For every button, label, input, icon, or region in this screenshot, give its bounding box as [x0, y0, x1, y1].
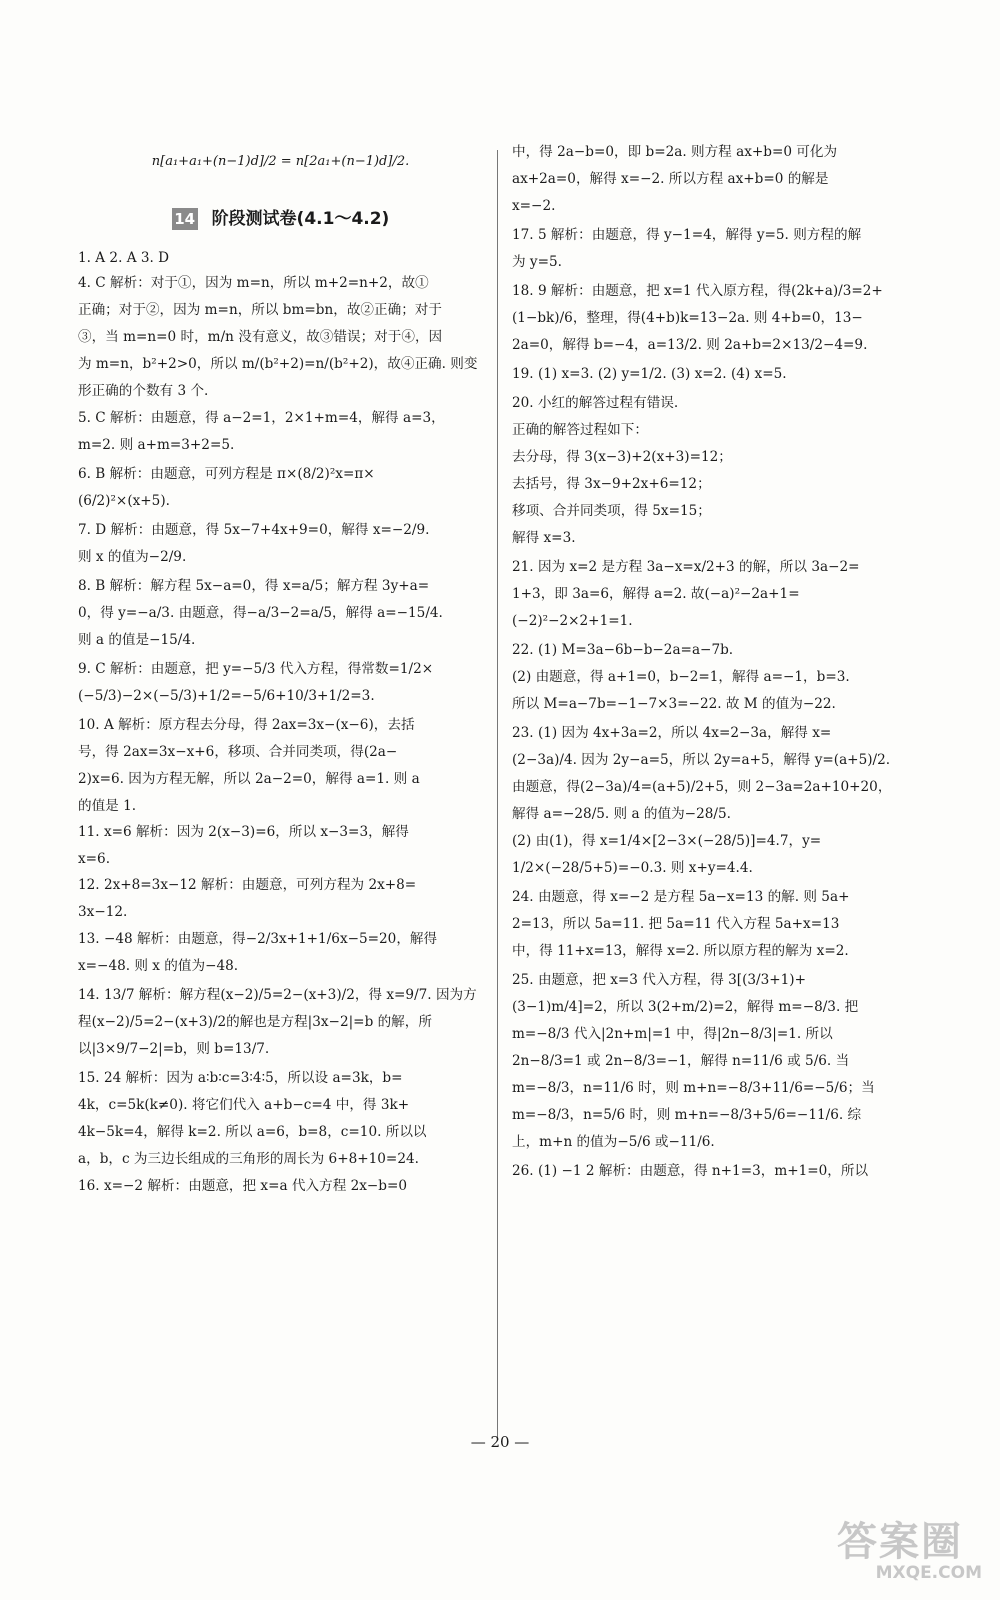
answer-block — [78, 408, 483, 455]
answer-block — [78, 822, 483, 869]
answer-block — [78, 576, 483, 650]
answer-block — [78, 248, 483, 268]
answer-block — [78, 875, 483, 922]
answer-line: 由题意，得(2−3a)/4=(a+5)/2+5，则 2−3a=2a+10+20， — [512, 779, 892, 795]
answer-line: 以|3×9/7−2|=b，则 b=13/7. — [78, 1041, 270, 1057]
answer-line: 移项、合并同类项，得 5x=15； — [512, 503, 711, 519]
answer-line: 为 m=n，b²+2>0，所以 m/(b²+2)=n/(b²+2)，故④正确. 则变 — [78, 356, 478, 372]
answer-line: ax+2a=0，解得 x=−2. 所以方程 ax+b=0 的解是 — [512, 171, 829, 187]
answer-line: 解得 a=−28/5. 则 a 的值为−28/5. — [512, 806, 731, 822]
answer-line: 则 x 的值为−2/9. — [78, 549, 187, 565]
answer-block — [512, 723, 924, 878]
answer-line: a，b，c 为三边长组成的三角形的周长为 6+8+10=24. — [78, 1151, 419, 1167]
page-number: — 20 — — [470, 1433, 530, 1451]
answer-line: 23. (1) 因为 4x+3a=2，所以 4x=2−3a，解得 x= — [512, 725, 832, 741]
answer-line: 9. C 解析：由题意，把 y=−5/3 代入方程，得常数=1/2× — [78, 661, 434, 677]
answer-line: (2) 由(1)，得 x=1/4×[2−3×(−28/5)]=4.7，y= — [512, 833, 822, 849]
answer-line: 14. 13/7 解析：解方程(x−2)/5=2−(x+3)/2，得 x=9/7. 因为方 — [78, 987, 477, 1003]
column-divider — [497, 150, 498, 1438]
answer-line: 2n−8/3=1 或 2n−8/3=−1，解得 n=11/6 或 5/6. 当 — [512, 1053, 850, 1069]
section-title: 阶段测试卷(4.1～4.2) — [211, 209, 390, 229]
answer-line: 25. 由题意，把 x=3 代入方程，得 3[(3/3+1)+ — [512, 972, 807, 988]
answer-line: m=−8/3，n=11/6 时，则 m+n=−8/3+11/6=−5/6；当 — [512, 1080, 875, 1096]
answer-line: x=6. — [78, 851, 111, 867]
answer-line: 的值是 1. — [78, 798, 137, 814]
answer-block — [78, 985, 483, 1059]
answer-block — [512, 1161, 924, 1181]
answer-line: 中，得 2a−b=0，即 b=2a. 则方程 ax+b=0 可化为 — [512, 144, 838, 160]
watermark-logo — [837, 1520, 982, 1584]
answer-line: 19. (1) x=3. (2) y=1/2. (3) x=2. (4) x=5. — [512, 366, 787, 382]
answer-line: (−5/3)−2×(−5/3)+1/2=−5/6+10/3+1/2=3. — [78, 688, 375, 704]
answer-line: 3x−12. — [78, 904, 128, 920]
section-header — [78, 208, 483, 230]
answer-line: (2−3a)/4. 因为 2y−a=5，所以 2y=a+5，解得 y=(a+5)/2. — [512, 752, 891, 768]
answer-line: 26. (1) −1 2 解析：由题意，得 n+1=3，m+1=0，所以 — [512, 1163, 869, 1179]
watermark-text: 答案圈 — [837, 1519, 963, 1565]
answer-line: 号，得 2ax=3x−x+6，移项、合并同类项，得(2a− — [78, 744, 398, 760]
answer-line: 解得 x=3. — [512, 530, 576, 546]
answer-line: 4. C 解析：对于①，因为 m=n，所以 m+2=n+2，故① — [78, 275, 429, 291]
answer-line: 15. 24 解析：因为 a∶b∶c=3∶4∶5，所以设 a=3k，b= — [78, 1070, 403, 1086]
answer-block — [78, 464, 483, 511]
answer-line: (2) 由题意，得 a+1=0，b−2=1，解得 a=−1，b=3. — [512, 669, 850, 685]
answer-line: 17. 5 解析：由题意，得 y−1=4，解得 y=5. 则方程的解 — [512, 227, 862, 243]
answer-line: 16. x=−2 解析：由题意，把 x=a 代入方程 2x−b=0 — [78, 1178, 408, 1194]
answer-block — [512, 364, 924, 384]
answer-block — [512, 887, 924, 961]
answer-line: m=−8/3 代入|2n+m|=1 中，得|2n−8/3|=1. 所以 — [512, 1026, 833, 1042]
answer-line: 2)x=6. 因为方程无解，所以 2a−2=0，解得 a=1. 则 a — [78, 771, 420, 787]
answer-line: 1. A 2. A 3. D — [78, 250, 170, 266]
answer-block — [78, 1176, 483, 1196]
answer-line: (3−1)m/4]=2，所以 3(2+m/2)=2，解得 m=−8/3. 把 — [512, 999, 859, 1015]
right-answers — [512, 142, 924, 1181]
answer-line: 6. B 解析：由题意，可列方程是 π×(8/2)²x=π× — [78, 466, 375, 482]
answer-line: ③，当 m=n=0 时，m/n 没有意义，故③错误；对于④，因 — [78, 329, 443, 345]
answer-line: 20. 小红的解答过程有错误. — [512, 395, 679, 411]
answer-line: 2a=0，解得 b=−4，a=13/2. 则 2a+b=2×13/2−4=9. — [512, 337, 868, 353]
answer-line: 去分母，得 3(x−3)+2(x+3)=12； — [512, 449, 732, 465]
answer-block — [78, 659, 483, 706]
answer-line: 12. 2x+8=3x−12 解析：由题意，可列方程为 2x+8= — [78, 877, 417, 893]
answer-block — [78, 273, 483, 401]
section-number-badge: 14 — [172, 208, 198, 230]
answer-line: (1−bk)/6，整理，得(4+b)k=13−2a. 则 4+b=0，13− — [512, 310, 863, 326]
answer-line: 中，得 11+x=13，解得 x=2. 所以原方程的解为 x=2. — [512, 943, 849, 959]
answer-line: x=−2. — [512, 198, 556, 214]
answer-line: 5. C 解析：由题意，得 a−2=1，2×1+m=4，解得 a=3， — [78, 410, 445, 426]
answer-line: 2=13，所以 5a=11. 把 5a=11 代入方程 5a+x=13 — [512, 916, 840, 932]
right-column — [512, 142, 924, 1181]
answer-line: 所以 M=a−7b=−1−7×3=−22. 故 M 的值为−22. — [512, 696, 836, 712]
answer-line: 8. B 解析：解方程 5x−a=0，得 x=a/5；解方程 3y+a= — [78, 578, 430, 594]
answer-line: 去括号，得 3x−9+2x+6=12； — [512, 476, 711, 492]
answer-line: 11. x=6 解析：因为 2(x−3)=6，所以 x−3=3，解得 — [78, 824, 409, 840]
answer-block — [512, 225, 924, 272]
answer-block — [78, 520, 483, 567]
answer-line: 1/2×(−28/5+5)=−0.3. 则 x+y=4.4. — [512, 860, 753, 876]
answer-line: x=−48. 则 x 的值为−48. — [78, 958, 239, 974]
answer-line: 18. 9 解析：由题意，把 x=1 代入原方程，得(2k+a)/3=2+ — [512, 283, 883, 299]
answer-block — [78, 715, 483, 816]
answer-line: m=2. 则 a+m=3+2=5. — [78, 437, 235, 453]
answer-line: 4k，c=5k(k≠0). 将它们代入 a+b−c=4 中，得 3k+ — [78, 1097, 410, 1113]
left-column — [78, 142, 483, 1196]
answer-line: 则 a 的值是−15/4. — [78, 632, 196, 648]
answer-line: 1+3，即 3a=6，解得 a=2. 故(−a)²−2a+1= — [512, 586, 800, 602]
answer-line: 10. A 解析：原方程去分母，得 2ax=3x−(x−6)，去括 — [78, 717, 415, 733]
answer-line: 22. (1) M=3a−6b−b−2a=a−7b. — [512, 642, 734, 658]
answer-line: 4k−5k=4，解得 k=2. 所以 a=6，b=8，c=10. 所以以 — [78, 1124, 427, 1140]
answer-line: (−2)²−2×2+1=1. — [512, 613, 633, 629]
answer-line: 上，m+n 的值为−5/6 或−11/6. — [512, 1134, 715, 1150]
answer-block — [512, 557, 924, 631]
answer-line: 正确的解答过程如下： — [512, 422, 648, 438]
left-answers — [78, 248, 483, 1196]
answer-block — [512, 393, 924, 548]
top-formula: n[a₁+a₁+(n−1)d]/2 = n[2a₁+(n−1)d]/2. — [151, 154, 410, 169]
answer-line: 21. 因为 x=2 是方程 3a−x=x/2+3 的解，所以 3a−2= — [512, 559, 860, 575]
answer-line: 0，得 y=−a/3. 由题意，得−a/3−2=a/5，解得 a=−15/4. — [78, 605, 443, 621]
answer-block — [512, 970, 924, 1152]
answer-line: 24. 由题意，得 x=−2 是方程 5a−x=13 的解. 则 5a+ — [512, 889, 850, 905]
answer-line: 程(x−2)/5=2−(x+3)/2的解也是方程|3x−2|=b 的解，所 — [78, 1014, 432, 1030]
answer-line: 7. D 解析：由题意，得 5x−7+4x+9=0，解得 x=−2/9. — [78, 522, 430, 538]
answer-line: 正确；对于②，因为 m=n，所以 bm=bn，故②正确；对于 — [78, 302, 442, 318]
watermark-url: MXQE.COM — [875, 1563, 982, 1583]
answer-line: 形正确的个数有 3 个. — [78, 383, 209, 399]
answer-block — [78, 929, 483, 976]
answer-line: 13. −48 解析：由题意，得−2/3x+1+1/6x−5=20，解得 — [78, 931, 438, 947]
answer-block — [512, 640, 924, 714]
answer-line: m=−8/3，n=5/6 时，则 m+n=−8/3+5/6=−11/6. 综 — [512, 1107, 862, 1123]
answer-block — [78, 1068, 483, 1169]
answer-line: 为 y=5. — [512, 254, 562, 270]
answer-block — [512, 281, 924, 355]
answer-block — [512, 142, 924, 216]
answer-line: (6/2)²×(x+5). — [78, 493, 170, 509]
